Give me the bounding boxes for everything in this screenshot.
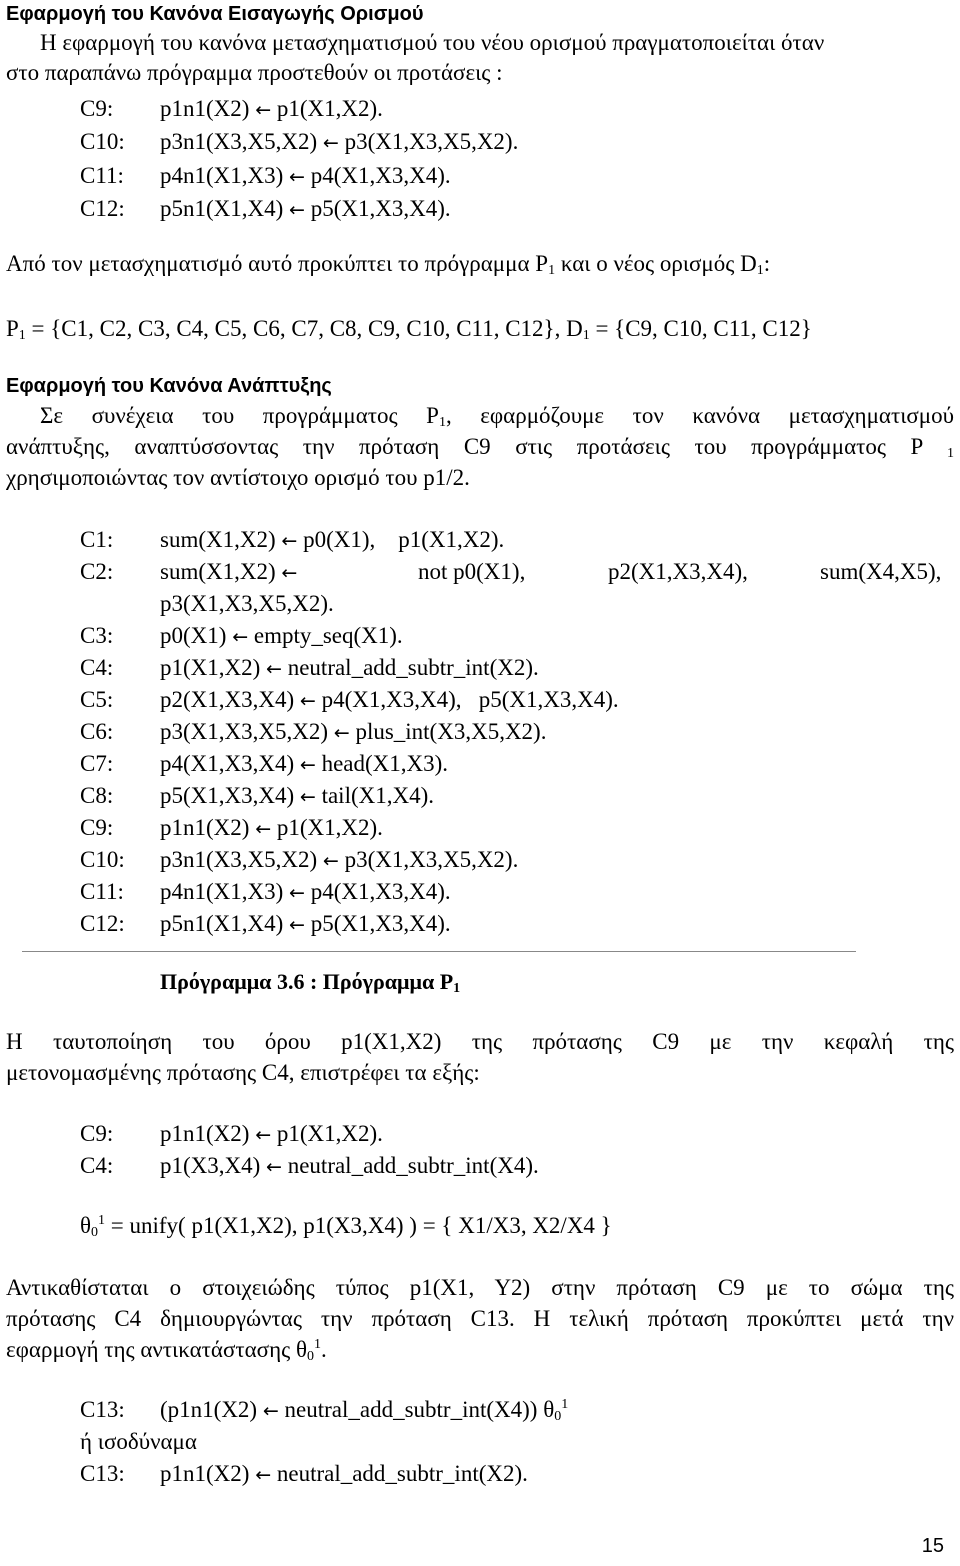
clause-label: C9:: [80, 96, 114, 121]
left-arrow-icon: ←: [289, 199, 305, 221]
theta-unify-equation: $\theta_0^1$ = unify( p1(X1,X2), p1(X3,X4) ) = { X1/X3, X2/X4 }: [80, 1213, 612, 1240]
program-divider: [22, 951, 856, 952]
left-arrow-icon: ←: [299, 690, 316, 712]
left-arrow-icon: ←: [266, 1156, 282, 1178]
equivalently-text: ή ισοδύναμα: [80, 1429, 197, 1454]
clause-head: p4n1(X1,X3): [160, 163, 284, 188]
intro-line-1: Η εφαρμογή του κανόνα μετασχηματισμού του νέου ορισμού πραγματοποιείται όταν: [40, 30, 825, 55]
clause-head: p1n1(X2): [160, 96, 250, 121]
program-line-c2: C2: sum(X1,X2) ← not p0(X1), p2(X1,X3,X4), sum(X4,X5),: [80, 559, 942, 584]
left-arrow-icon: ←: [281, 530, 298, 552]
left-arrow-icon: ←: [289, 882, 305, 904]
clause-body: p1(X1,X2).: [276, 96, 383, 121]
program-line-c3: C3: p0(X1) ← empty_seq(X1).: [80, 623, 403, 648]
left-arrow-icon: ←: [232, 626, 249, 648]
clause-c9: [80, 95, 383, 123]
left-arrow-icon: ←: [262, 1400, 279, 1422]
clause-c11: [80, 162, 451, 190]
program-line-c10: C10: p3n1(X3,X5,X2) ← p3(X1,X3,X5,X2).: [80, 847, 519, 872]
program-line-c9: C9: p1n1(X2) ← p1(X1,X2).: [80, 815, 383, 840]
clause-label: C10:: [80, 129, 125, 154]
transformation-result-text: Από τον μετασχηματισμό αυτό προκύπτει το πρόγραμμα $P_1$ και ο νέος ορισμός $D_1$:: [6, 251, 771, 278]
program-line-c11: C11: p4n1(X1,X3) ← p4(X1,X3,X4).: [80, 879, 451, 904]
left-arrow-icon: ←: [255, 818, 272, 840]
left-arrow-icon: ←: [255, 99, 272, 121]
program-line-c4: C4: p1(X1,X2) ← neutral_add_subtr_int(X2).: [80, 655, 539, 680]
left-arrow-icon: ←: [299, 754, 316, 776]
program-line-c5: C5: p2(X1,X3,X4) ← p4(X1,X3,X4), p5(X1,X3,X4).: [80, 687, 619, 712]
program-p1-definition: $P_1 = \{C1$, C2, C3, C4, C5, C6, C7, C8, C9, C10, C11, C12}, $D_1 = \{C9$, C10, C11, C12}: [6, 316, 812, 343]
intro-line-2: στο παραπάνω πρόγραμμα προστεθούν οι προτάσεις :: [6, 60, 503, 85]
clause-head: p3n1(X3,X5,X2): [160, 129, 318, 154]
clause-body: p4(X1,X3,X4).: [310, 163, 451, 188]
program-line-c8: C8: p5(X1,X3,X4) ← tail(X1,X4).: [80, 783, 434, 808]
left-arrow-icon: ←: [322, 132, 339, 154]
left-arrow-icon: ←: [281, 562, 298, 584]
section-heading-unfolding: Εφαρμογή του Κανόνα Ανάπτυξης: [6, 375, 332, 397]
left-arrow-icon: ←: [289, 166, 305, 188]
unification-paragraph: Η ταυτοποίηση του όρου p1(X1,X2) της πρότασης C9 με την κεφαλή της μετονομασμένης πρότασης C4, επιστρέφει τα εξής:: [6, 1029, 954, 1085]
clause-label: C11:: [80, 163, 124, 188]
clause-head: p5n1(X1,X4): [160, 196, 284, 221]
clause-c13-theta: C13: (p1n1(X2) ← neutral_add_subtr_int(X4)) $\theta_0^1$: [80, 1397, 569, 1424]
clause-c12: [80, 195, 451, 223]
program-caption: Πρόγραμμα 3.6 : Πρόγραμμα $P_1$: [160, 969, 461, 996]
left-arrow-icon: ←: [289, 914, 305, 936]
left-arrow-icon: ←: [299, 786, 316, 808]
unify-clause-c4: C4: p1(X3,X4) ← neutral_add_subtr_int(X4).: [80, 1153, 539, 1178]
replacement-paragraph: Αντικαθίσταται ο στοιχειώδης τύπος p1(X1, Y2) στην πρόταση C9 με το σώμα της πρότασης C4 δημιουργώντας την πρόταση C13. Η τελική πρόταση προκύπτει μετά την εφαρμογή της αντικατάστασης $\theta_0^1$.: [6, 1275, 954, 1364]
clause-body: p5(X1,X3,X4).: [310, 196, 451, 221]
left-arrow-icon: ←: [266, 658, 282, 680]
left-arrow-icon: ←: [255, 1124, 272, 1146]
left-arrow-icon: ←: [333, 722, 350, 744]
clause-c10: [80, 128, 519, 156]
clause-label: C12:: [80, 196, 125, 221]
program-line-c12: C12: p5n1(X1,X4) ← p5(X1,X3,X4).: [80, 911, 451, 936]
unify-clause-c9: C9: p1n1(X2) ← p1(X1,X2).: [80, 1121, 383, 1146]
clause-c13-final: C13: p1n1(X2) ← neutral_add_subtr_int(X2).: [80, 1461, 528, 1486]
section-heading-definition-introduction: Εφαρμογή του Κανόνα Εισαγωγής Ορισμού: [6, 3, 424, 25]
clause-body: p3(X1,X3,X5,X2).: [344, 129, 519, 154]
page-number: 15: [921, 1535, 944, 1557]
left-arrow-icon: ←: [322, 850, 339, 872]
program-line-c7: C7: p4(X1,X3,X4) ← head(X1,X3).: [80, 751, 449, 776]
program-line-c6: C6: p3(X1,X3,X5,X2) ← plus_int(X3,X5,X2).: [80, 719, 547, 744]
program-line-c1: C1: sum(X1,X2) ← p0(X1), p1(X1,X2).: [80, 527, 505, 552]
program-line-c2-cont: p3(X1,X3,X5,X2).: [160, 591, 334, 616]
unfolding-paragraph: Σε συνέχεια του προγράμματος $P_1$, εφαρμόζουμε τον κανόνα μετασχηματισμού ανάπτυξης, αναπτύσσοντας την πρόταση C9 στις προτάσεις του προγράμματος P $_1$ χρησιμοποιώντας τον αντίστοιχο ορισμό του p1/2.: [6, 403, 954, 490]
left-arrow-icon: ←: [255, 1464, 272, 1486]
